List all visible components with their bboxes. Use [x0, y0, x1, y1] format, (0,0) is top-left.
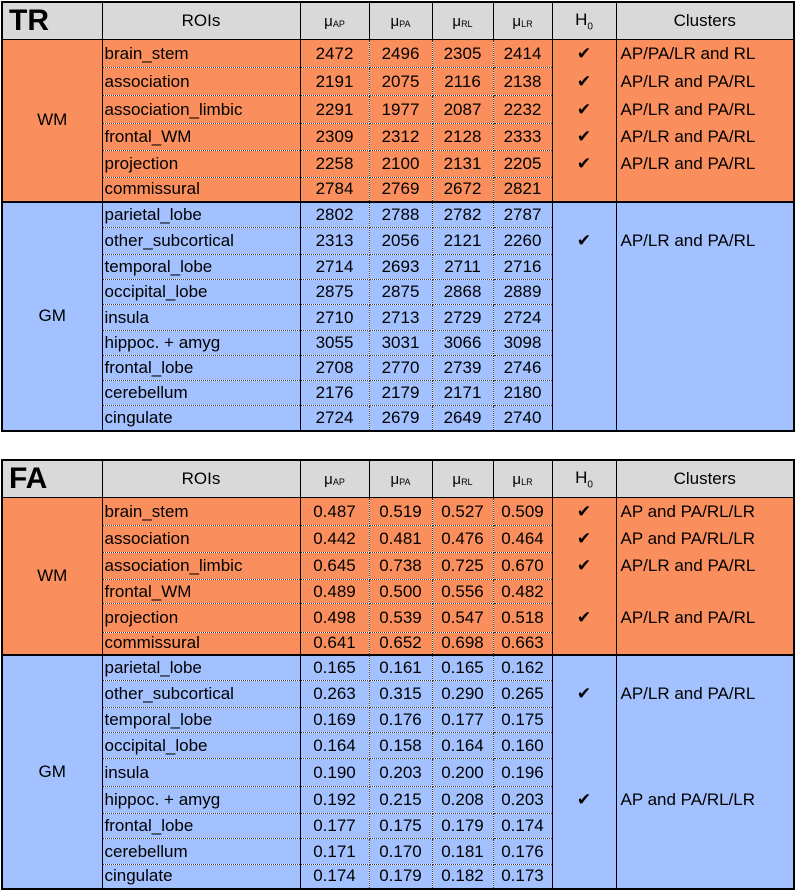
value-pa: 1977: [369, 96, 432, 124]
value-ap: 2291: [300, 96, 369, 124]
cluster-text: [616, 708, 794, 733]
value-lr: 2232: [493, 96, 552, 124]
table-row: [2, 759, 794, 787]
value-rl: 2128: [432, 124, 493, 151]
value-ap: 2176: [300, 381, 369, 406]
value-pa: 2788: [369, 202, 432, 228]
value-pa: 0.215: [369, 787, 432, 814]
cluster-text: [616, 178, 794, 202]
value-rl: 2649: [432, 406, 493, 431]
value-pa: 2100: [369, 151, 432, 178]
value-lr: 0.518: [493, 604, 552, 633]
value-lr: 0.173: [493, 865, 552, 889]
value-ap: 0.177: [300, 814, 369, 839]
value-ap: 3055: [300, 331, 369, 356]
h0-check: ✔: [552, 681, 616, 708]
h0-check: ✔: [552, 124, 616, 151]
roi-name: cingulate: [102, 865, 300, 889]
table-row: [2, 814, 794, 839]
table-row: [2, 202, 794, 228]
mu-rl-header: $\mu_{RL}$: [432, 2, 493, 40]
cluster-text: [616, 865, 794, 889]
cluster-text: [616, 331, 794, 356]
value-rl: 0.164: [432, 733, 493, 759]
value-rl: 0.476: [432, 526, 493, 553]
value-rl: 2711: [432, 255, 493, 280]
value-rl: 0.725: [432, 553, 493, 580]
roi-name: association: [102, 526, 300, 553]
value-pa: 3031: [369, 331, 432, 356]
h0-check: [552, 865, 616, 889]
table-label: TR: [2, 2, 102, 40]
mu-rl-header: $\mu_{RL}$: [432, 460, 493, 498]
mu-pa-header: $\mu_{PA}$: [369, 460, 432, 498]
value-lr: 0.160: [493, 733, 552, 759]
roi-name: temporal_lobe: [102, 255, 300, 280]
roi-name: frontal_WM: [102, 580, 300, 604]
h0-check: ✔: [552, 96, 616, 124]
value-pa: 0.158: [369, 733, 432, 759]
value-pa: 0.539: [369, 604, 432, 633]
value-pa: 0.170: [369, 839, 432, 865]
group-label-wm: WM: [2, 40, 102, 202]
value-ap: 2802: [300, 202, 369, 228]
value-lr: 0.176: [493, 839, 552, 865]
value-ap: 0.171: [300, 839, 369, 865]
value-lr: 2180: [493, 381, 552, 406]
cluster-text: AP/LR and PA/RL: [616, 96, 794, 124]
table-row: [2, 381, 794, 406]
cluster-text: AP/LR and PA/RL: [616, 553, 794, 580]
value-lr: 0.464: [493, 526, 552, 553]
value-rl: 0.527: [432, 498, 493, 526]
roi-name: cingulate: [102, 406, 300, 431]
cluster-text: [616, 839, 794, 865]
value-pa: 0.175: [369, 814, 432, 839]
value-ap: 0.641: [300, 633, 369, 655]
value-ap: 0.442: [300, 526, 369, 553]
h0-check: [552, 178, 616, 202]
roi-name: association: [102, 68, 300, 96]
cluster-text: AP/LR and PA/RL: [616, 151, 794, 178]
table-row: [2, 96, 794, 124]
h0-check: ✔: [552, 151, 616, 178]
table-label: FA: [2, 460, 102, 498]
h0-check: ✔: [552, 498, 616, 526]
value-ap: 2784: [300, 178, 369, 202]
roi-name: occipital_lobe: [102, 733, 300, 759]
value-lr: 2724: [493, 305, 552, 331]
value-pa: 0.652: [369, 633, 432, 655]
roi-name: cerebellum: [102, 381, 300, 406]
table-row: [2, 406, 794, 431]
h0-check: ✔: [552, 604, 616, 633]
cluster-text: AP/LR and PA/RL: [616, 681, 794, 708]
value-lr: 0.162: [493, 655, 552, 681]
value-ap: 2258: [300, 151, 369, 178]
value-rl: 0.165: [432, 655, 493, 681]
value-lr: 2716: [493, 255, 552, 280]
h0-check: [552, 839, 616, 865]
h0-check: ✔: [552, 40, 616, 68]
value-ap: 0.174: [300, 865, 369, 889]
value-rl: 2672: [432, 178, 493, 202]
value-lr: 2333: [493, 124, 552, 151]
value-ap: 2710: [300, 305, 369, 331]
table-row: [2, 633, 794, 655]
value-pa: 2679: [369, 406, 432, 431]
value-ap: 0.165: [300, 655, 369, 681]
rois-header: ROIs: [102, 2, 300, 40]
h0-header: $H_0$: [552, 2, 616, 40]
table-row: [2, 498, 794, 526]
value-rl: 0.290: [432, 681, 493, 708]
value-pa: 0.179: [369, 865, 432, 889]
h0-check: [552, 381, 616, 406]
h0-check: [552, 255, 616, 280]
roi-name: other_subcortical: [102, 681, 300, 708]
value-lr: 2138: [493, 68, 552, 96]
table-row: [2, 787, 794, 814]
value-rl: 2305: [432, 40, 493, 68]
fa-table: [1, 459, 795, 890]
mu-ap-header: $\mu_{AP}$: [300, 460, 369, 498]
value-pa: 0.176: [369, 708, 432, 733]
value-pa: 0.500: [369, 580, 432, 604]
value-rl: 2087: [432, 96, 493, 124]
roi-name: insula: [102, 305, 300, 331]
table-row: [2, 604, 794, 633]
value-rl: 2131: [432, 151, 493, 178]
roi-name: hippoc. + amyg: [102, 331, 300, 356]
value-pa: 2693: [369, 255, 432, 280]
roi-name: parietal_lobe: [102, 655, 300, 681]
value-lr: 0.175: [493, 708, 552, 733]
table-row: [2, 733, 794, 759]
value-rl: 3066: [432, 331, 493, 356]
value-rl: 0.547: [432, 604, 493, 633]
h0-check: [552, 331, 616, 356]
table-row: [2, 280, 794, 305]
value-ap: 2875: [300, 280, 369, 305]
value-rl: 2868: [432, 280, 493, 305]
value-lr: 0.174: [493, 814, 552, 839]
value-rl: 2782: [432, 202, 493, 228]
value-pa: 2875: [369, 280, 432, 305]
value-lr: 0.265: [493, 681, 552, 708]
mu-ap-header: $\mu_{AP}$: [300, 2, 369, 40]
roi-name: temporal_lobe: [102, 708, 300, 733]
cluster-text: [616, 633, 794, 655]
value-lr: 2889: [493, 280, 552, 305]
cluster-text: AP and PA/RL/LR: [616, 498, 794, 526]
table-row: [2, 580, 794, 604]
roi-name: projection: [102, 151, 300, 178]
h0-check: [552, 708, 616, 733]
roi-name: commissural: [102, 178, 300, 202]
value-lr: 2821: [493, 178, 552, 202]
value-rl: 0.208: [432, 787, 493, 814]
roi-name: association_limbic: [102, 553, 300, 580]
table-row: [2, 178, 794, 202]
h0-check: ✔: [552, 68, 616, 96]
value-lr: 2740: [493, 406, 552, 431]
cluster-text: [616, 305, 794, 331]
value-ap: 2708: [300, 356, 369, 381]
value-lr: 2787: [493, 202, 552, 228]
roi-name: insula: [102, 759, 300, 787]
table-row: [2, 655, 794, 681]
value-ap: 2309: [300, 124, 369, 151]
table-row: [2, 68, 794, 96]
table-row: [2, 331, 794, 356]
roi-name: hippoc. + amyg: [102, 787, 300, 814]
value-ap: 2472: [300, 40, 369, 68]
table-row: [2, 40, 794, 68]
roi-name: parietal_lobe: [102, 202, 300, 228]
roi-name: brain_stem: [102, 40, 300, 68]
value-rl: 0.179: [432, 814, 493, 839]
value-rl: 0.556: [432, 580, 493, 604]
value-lr: 0.509: [493, 498, 552, 526]
h0-check: [552, 202, 616, 228]
roi-name: occipital_lobe: [102, 280, 300, 305]
cluster-text: AP and PA/RL/LR: [616, 526, 794, 553]
h0-check: ✔: [552, 526, 616, 553]
value-rl: 0.181: [432, 839, 493, 865]
value-pa: 2713: [369, 305, 432, 331]
table-row: [2, 305, 794, 331]
value-lr: 0.203: [493, 787, 552, 814]
value-lr: 0.670: [493, 553, 552, 580]
cluster-text: [616, 733, 794, 759]
value-ap: 0.169: [300, 708, 369, 733]
h0-check: [552, 759, 616, 787]
value-rl: 2729: [432, 305, 493, 331]
group-label-gm: GM: [2, 655, 102, 889]
roi-name: frontal_lobe: [102, 814, 300, 839]
value-lr: 0.482: [493, 580, 552, 604]
value-rl: 2171: [432, 381, 493, 406]
table-row: [2, 681, 794, 708]
value-pa: 2770: [369, 356, 432, 381]
h0-check: [552, 305, 616, 331]
value-ap: 0.192: [300, 787, 369, 814]
table-row: [2, 151, 794, 178]
roi-name: projection: [102, 604, 300, 633]
h0-check: [552, 655, 616, 681]
cluster-text: [616, 814, 794, 839]
cluster-text: [616, 406, 794, 431]
value-lr: 2260: [493, 228, 552, 255]
cluster-text: [616, 655, 794, 681]
cluster-text: [616, 202, 794, 228]
h0-check: [552, 733, 616, 759]
value-pa: 0.738: [369, 553, 432, 580]
value-pa: 0.315: [369, 681, 432, 708]
value-ap: 2714: [300, 255, 369, 280]
value-lr: 0.196: [493, 759, 552, 787]
cluster-text: AP/PA/LR and RL: [616, 40, 794, 68]
cluster-text: AP/LR and PA/RL: [616, 604, 794, 633]
roi-name: brain_stem: [102, 498, 300, 526]
table-row: [2, 255, 794, 280]
clusters-header: Clusters: [616, 460, 794, 498]
cluster-text: [616, 255, 794, 280]
value-lr: 2205: [493, 151, 552, 178]
h0-check: ✔: [552, 787, 616, 814]
roi-name: cerebellum: [102, 839, 300, 865]
group-label-gm: GM: [2, 202, 102, 431]
value-rl: 0.200: [432, 759, 493, 787]
value-pa: 2179: [369, 381, 432, 406]
value-ap: 0.498: [300, 604, 369, 633]
value-ap: 0.487: [300, 498, 369, 526]
h0-check: [552, 356, 616, 381]
value-rl: 2116: [432, 68, 493, 96]
cluster-text: [616, 356, 794, 381]
cluster-text: [616, 381, 794, 406]
clusters-header: Clusters: [616, 2, 794, 40]
h0-check: [552, 406, 616, 431]
value-pa: 2075: [369, 68, 432, 96]
value-ap: 0.190: [300, 759, 369, 787]
mu-pa-header: $\mu_{PA}$: [369, 2, 432, 40]
mu-lr-header: $\mu_{LR}$: [493, 460, 552, 498]
cluster-text: AP and PA/RL/LR: [616, 787, 794, 814]
roi-name: association_limbic: [102, 96, 300, 124]
value-ap: 2191: [300, 68, 369, 96]
roi-name: commissural: [102, 633, 300, 655]
value-ap: 2724: [300, 406, 369, 431]
value-pa: 0.519: [369, 498, 432, 526]
h0-check: [552, 580, 616, 604]
value-pa: 2312: [369, 124, 432, 151]
h0-check: ✔: [552, 553, 616, 580]
table-row: [2, 356, 794, 381]
value-pa: 0.481: [369, 526, 432, 553]
roi-name: frontal_lobe: [102, 356, 300, 381]
cluster-text: [616, 580, 794, 604]
value-ap: 0.164: [300, 733, 369, 759]
group-label-wm: WM: [2, 498, 102, 655]
header-row: [2, 2, 794, 40]
cluster-text: [616, 759, 794, 787]
h0-check: [552, 280, 616, 305]
cluster-text: AP/LR and PA/RL: [616, 124, 794, 151]
value-lr: 3098: [493, 331, 552, 356]
value-rl: 0.177: [432, 708, 493, 733]
table-row: [2, 708, 794, 733]
cluster-text: AP/LR and PA/RL: [616, 228, 794, 255]
value-pa: 0.203: [369, 759, 432, 787]
value-ap: 0.263: [300, 681, 369, 708]
table-row: [2, 228, 794, 255]
header-row: [2, 460, 794, 498]
cluster-text: AP/LR and PA/RL: [616, 68, 794, 96]
value-ap: 0.645: [300, 553, 369, 580]
roi-name: frontal_WM: [102, 124, 300, 151]
table-row: [2, 839, 794, 865]
roi-name: other_subcortical: [102, 228, 300, 255]
value-rl: 0.182: [432, 865, 493, 889]
value-lr: 2414: [493, 40, 552, 68]
table-row: [2, 124, 794, 151]
tr-table: [1, 1, 795, 432]
rois-header: ROIs: [102, 460, 300, 498]
value-ap: 2313: [300, 228, 369, 255]
value-ap: 0.489: [300, 580, 369, 604]
value-rl: 2739: [432, 356, 493, 381]
value-pa: 2496: [369, 40, 432, 68]
h0-header: $H_0$: [552, 460, 616, 498]
value-rl: 2121: [432, 228, 493, 255]
mu-lr-header: $\mu_{LR}$: [493, 2, 552, 40]
value-rl: 0.698: [432, 633, 493, 655]
h0-check: ✔: [552, 228, 616, 255]
value-pa: 0.161: [369, 655, 432, 681]
table-row: [2, 553, 794, 580]
value-lr: 2746: [493, 356, 552, 381]
h0-check: [552, 814, 616, 839]
h0-check: [552, 633, 616, 655]
cluster-text: [616, 280, 794, 305]
value-pa: 2056: [369, 228, 432, 255]
value-pa: 2769: [369, 178, 432, 202]
table-row: [2, 526, 794, 553]
value-lr: 0.663: [493, 633, 552, 655]
table-row: [2, 865, 794, 889]
